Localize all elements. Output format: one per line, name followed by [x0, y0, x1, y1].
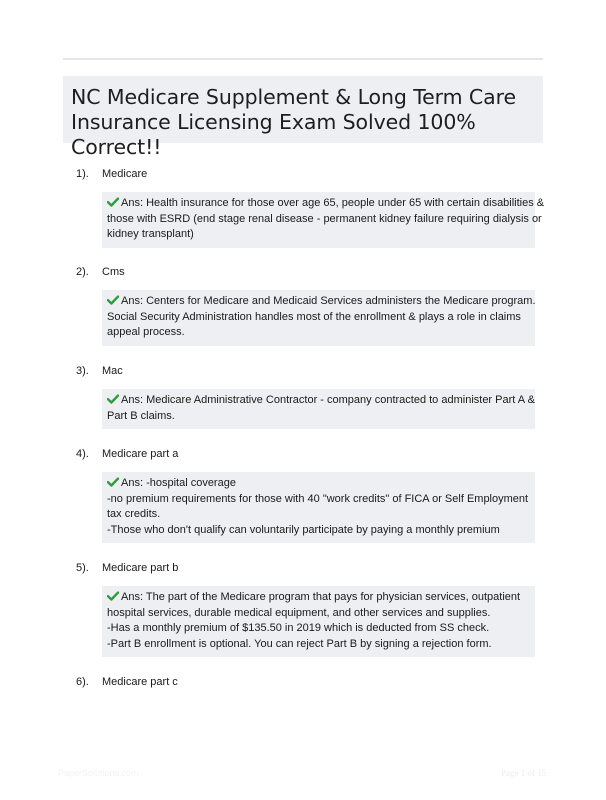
answer-line: those with ESRD (end stage renal disease - permanent kidney failure requiring dialysis or	[107, 212, 542, 225]
answer-line: Ans: -hospital coverage	[107, 476, 529, 492]
answer-line: Ans: Health insurance for those over age 65, people under 65 with certain disabilities &	[107, 196, 529, 212]
question-text: Medicare part a	[102, 448, 179, 460]
check-icon	[107, 295, 119, 305]
answer-line: -Part B enrollment is optional. You can reject Part B by signing a rejection form.	[107, 637, 492, 650]
check-icon	[107, 197, 119, 207]
page-number: Page 1 of 15	[501, 768, 547, 778]
answer-line: -Has a monthly premium of $135.50 in 2019 which is deducted from SS check.	[107, 622, 490, 634]
title-banner	[63, 76, 543, 159]
question-number: 6).	[76, 676, 89, 688]
answer-line: Ans: Centers for Medicare and Medicaid Services administers the Medicare program.	[107, 294, 529, 310]
answer-line: Part B claims.	[107, 409, 175, 422]
answer-line: kidney transplant)	[107, 228, 194, 240]
answer-line: -Those who don't qualify can voluntarily participate by paying a monthly premium	[107, 523, 500, 536]
answer-box	[102, 389, 535, 429]
page-title	[71, 85, 535, 160]
question-text: Medicare part b	[102, 562, 179, 574]
answer-box	[102, 192, 545, 248]
question-number: 3).	[76, 365, 89, 377]
check-icon	[107, 591, 119, 601]
answer-line: Ans: Medicare Administrative Contractor - company contracted to administer Part A &	[107, 393, 529, 409]
question-number: 2).	[76, 266, 89, 278]
answer-line: appeal process.	[107, 326, 185, 338]
answer-line: -no premium requirements for those with 40 "work credits" of FICA or Self Employment	[107, 492, 529, 505]
question-number: 5).	[76, 562, 89, 574]
answer-box	[102, 290, 535, 346]
title-line-1: NC Medicare Supplement & Long Term Care	[71, 85, 516, 109]
title-line-2: Insurance Licensing Exam Solved 100% Correct!!	[71, 110, 476, 159]
answer-line: Ans: The part of the Medicare program that pays for physician services, outpatient	[107, 590, 529, 606]
answer-box	[102, 472, 535, 543]
question-number: 1).	[76, 168, 89, 180]
question-text: Medicare	[102, 168, 148, 180]
question-text: Mac	[102, 365, 123, 377]
question-number: 4).	[76, 448, 89, 460]
answer-line: hospital services, durable medical equipment, and other services and supplies.	[107, 606, 491, 619]
check-icon	[107, 477, 119, 487]
question-text: Medicare part c	[102, 676, 178, 688]
answer-line: tax credits.	[107, 508, 161, 520]
top-divider	[63, 58, 543, 60]
answer-line: Social Security Administration handles most of the enrollment & plays a role in claims	[107, 310, 521, 323]
question-text: Cms	[102, 266, 125, 278]
footer-watermark: PaperSolutions.com	[58, 768, 139, 778]
check-icon	[107, 394, 119, 404]
answer-box	[102, 586, 535, 657]
